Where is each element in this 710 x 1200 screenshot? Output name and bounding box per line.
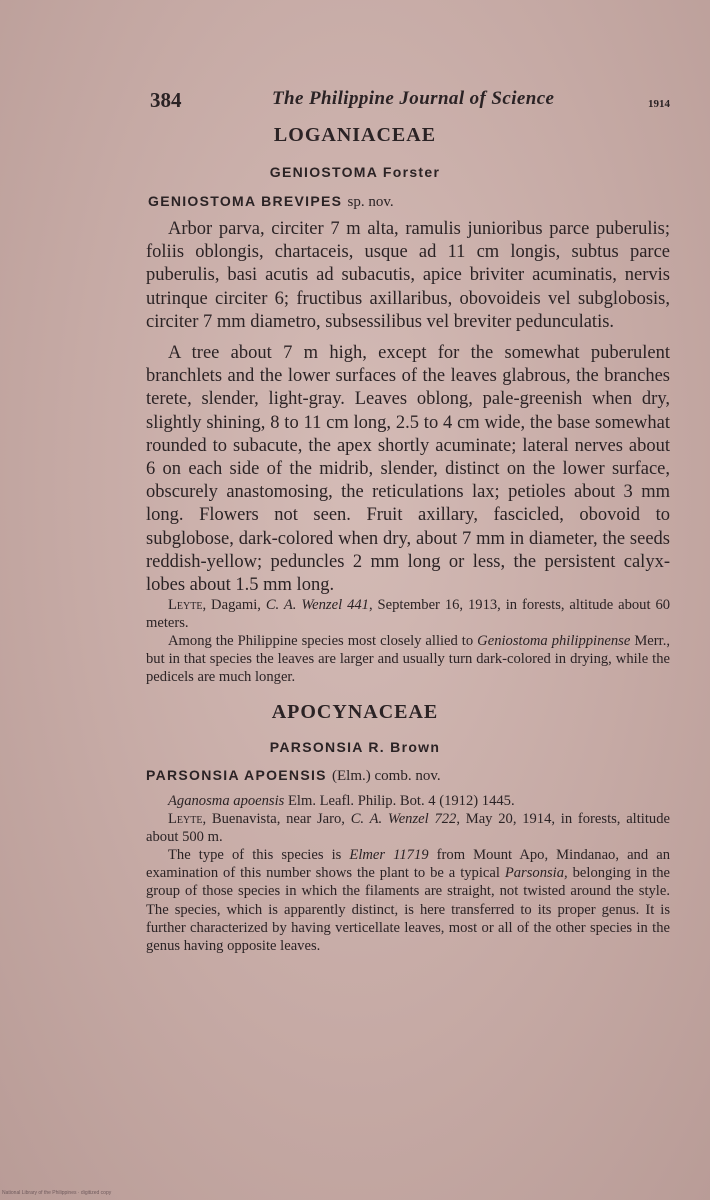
genus-heading-geniostoma: [0, 164, 710, 180]
synonym-reference: Elm. Leafl. Philip. Bot. 4 (1912) 1445.: [288, 793, 515, 809]
species-name: PARSONSIA APOENSIS: [146, 767, 327, 783]
page-number: 384: [150, 88, 182, 112]
species-note: [146, 632, 670, 687]
species-note: [146, 846, 670, 955]
synonym-citation: [146, 792, 670, 810]
genus-heading-parsonsia: [0, 739, 710, 755]
genus-name: PARSONSIA: [269, 739, 364, 755]
page-header: [0, 88, 710, 118]
genus-author: R. Brown: [368, 739, 441, 755]
scan-credit: National Library of the Philippines · digitized copy: [2, 1190, 112, 1196]
journal-title: The Philippine Journal of Science: [272, 88, 555, 109]
synonym-name: Aganosma apoensis: [168, 793, 285, 809]
specimen-citation: [146, 596, 670, 632]
species-suffix: (Elm.) comb. nov.: [332, 768, 441, 784]
specimen-place: Dagami,: [211, 597, 261, 613]
species-name: GENIOSTOMA BREVIPES: [148, 193, 343, 209]
specimen-number: 441: [347, 597, 369, 613]
specimen-details: , May 20, 1914, in forests, altitude about 500 m.: [146, 811, 670, 846]
latin-description: Arbor parva, circiter 7 m alta, ramulis junioribus parce puberulis; foliis oblongis, chartaceis, usque ad 11 cm longis, subtus parce puberulis, basi acutis ad subacutis, apice briviter acuminatis, nervis utrinque circiter 6; fructibus axillaribus, obovoideis vel subglobosis, circiter 7 mm diametro, subsessilibus vel breviter pedunculatis.: [146, 219, 670, 332]
specimen-place: Buenavista, near Jaro,: [211, 811, 345, 827]
specimen-citation: [146, 810, 670, 846]
publication-year: 1914: [648, 98, 670, 110]
note-text-1: The type of this species is: [168, 847, 342, 863]
family-heading-apocynaceae: APOCYNACEAE: [271, 701, 439, 723]
note-text-1: Among the Philippine species most closely allied to: [168, 633, 474, 649]
specimen-locality: Leyte,: [168, 597, 207, 613]
allied-species: Geniostoma philippinense: [477, 633, 631, 649]
specimen-number: 722: [434, 811, 457, 827]
note-text-3: belonging in the group of those species in which the filaments are straight, not twisted around the style. The species, which is apparently distinct, is here transferred to its proper genus. It is further characterized by having verticellate leaves, most or all of the other species in the genus having opposite leaves.: [146, 865, 670, 955]
note-text-2: from Mount Apo, Mindanao, and an examination of this number shows the plant to be a typical: [146, 847, 670, 882]
genus-word: Parsonsia,: [504, 865, 568, 882]
specimen-collector: C. A. Wenzel: [350, 811, 429, 827]
english-description: A tree about 7 m high, except for the somewhat puberulent branchlets and the lower surfaces of the leaves glabrous, the branches terete, slender, light-gray. Leaves oblong, pale-greenish when dry, slightly shining, 8 to 11 cm long, 2.5 to 4 cm wide, the base somewhat rounded to subacute, the apex shortly acuminate; lateral nerves about 6 on each side of the midrib, slender, distinct on the lower surface, obscurely anastomosing, the reticulations lax; petioles about 3 mm long. Flowers not seen. Fruit axillary, fascicled, obovoid to subglobose, dark-colored when dry, about 7 mm in diameter, the seeds reddish-yellow; peduncles 2 mm long or less, the persistent calyx-lobes about 1.5 mm long.: [146, 343, 670, 596]
specimen-collector: C. A. Wenzel: [265, 597, 343, 613]
species-heading-geniostoma-brevipes: [148, 193, 394, 211]
family-heading-loganiaceae: LOGANIACEAE: [273, 124, 437, 146]
species-suffix: sp. nov.: [347, 194, 394, 210]
type-specimen: Elmer 11719: [349, 847, 429, 863]
note-text-2: Merr., but in that species the leaves are larger and usually turn dark-colored in drying, while the pedicels are much longer.: [146, 633, 670, 686]
genus-author: Forster: [382, 164, 441, 180]
specimen-locality: Leyte,: [168, 811, 207, 827]
species-heading-parsonsia-apoensis: [146, 767, 441, 785]
specimen-details: , September 16, 1913, in forests, altitude about 60 meters.: [146, 597, 671, 632]
genus-name: GENIOSTOMA: [269, 164, 378, 180]
